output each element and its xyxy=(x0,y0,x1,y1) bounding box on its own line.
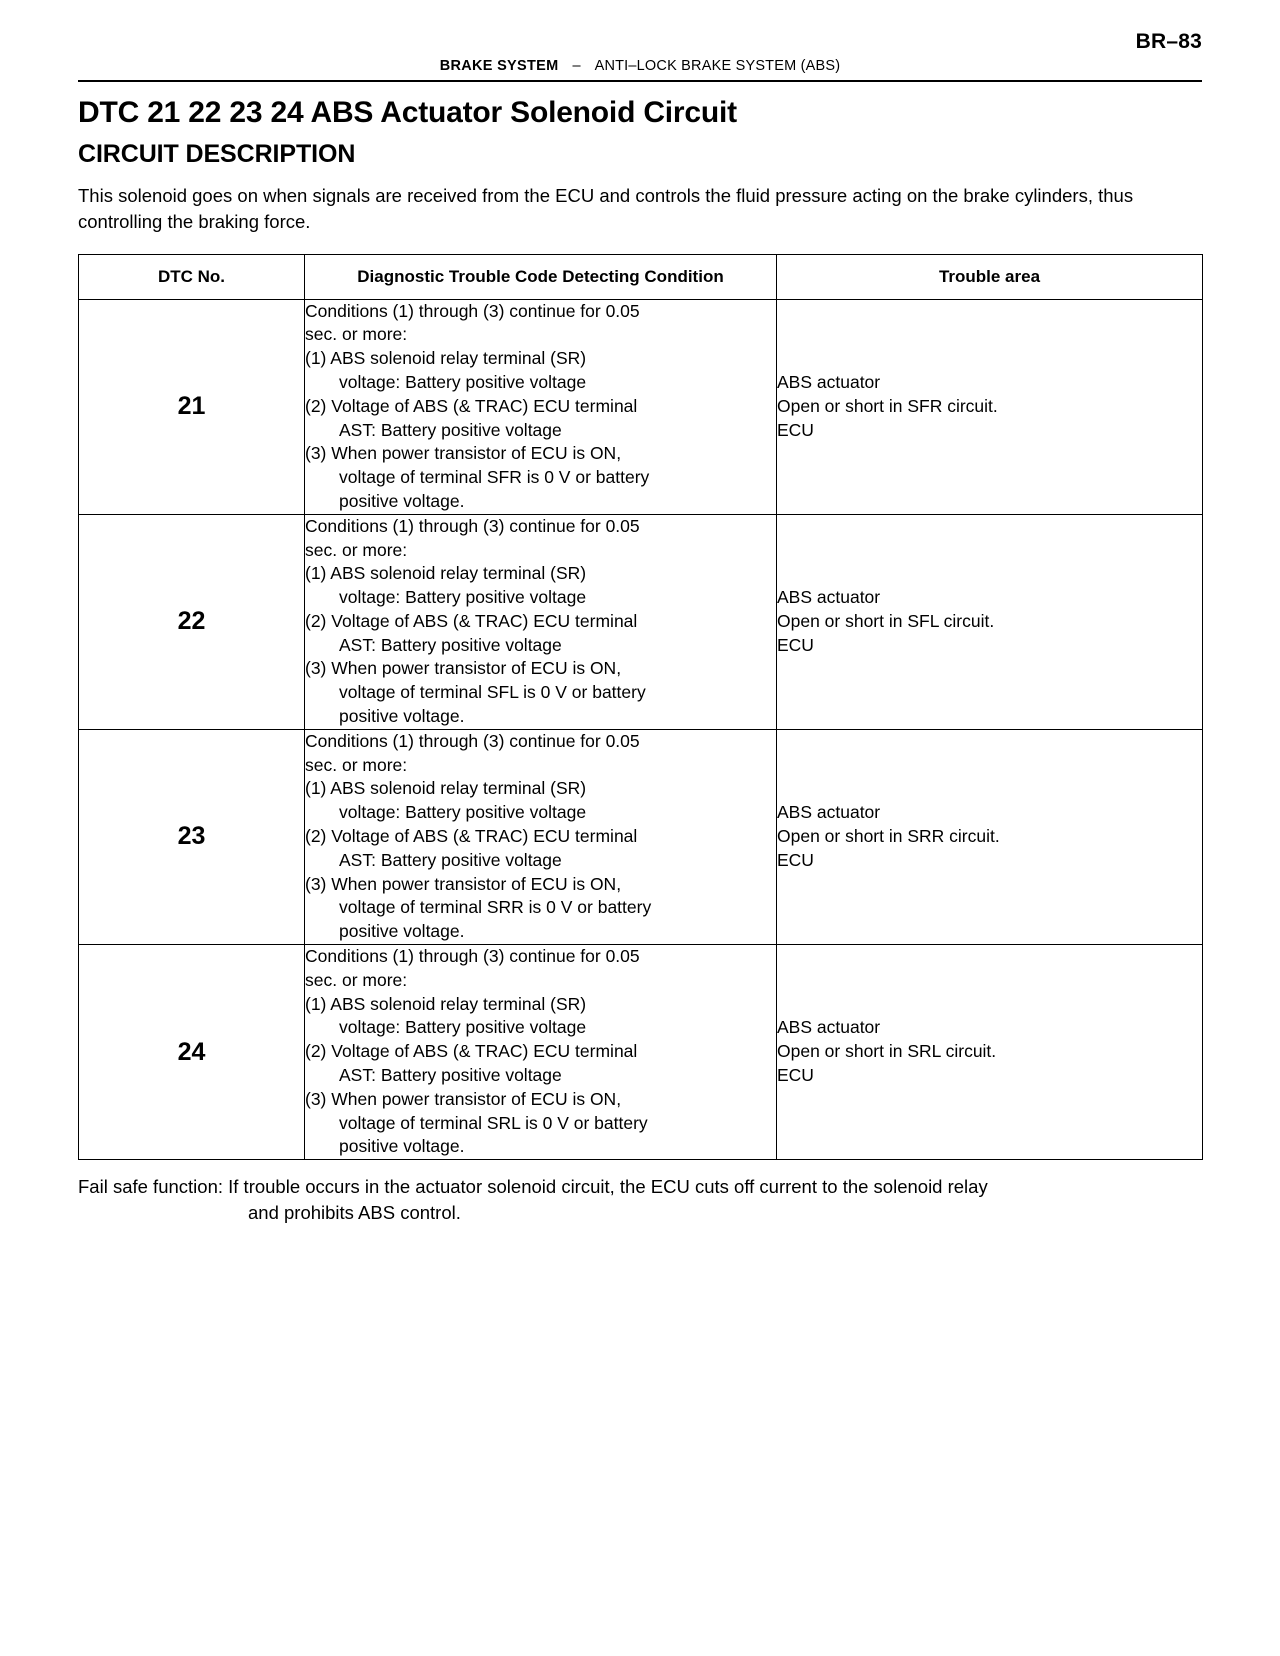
section-title: CIRCUIT DESCRIPTION xyxy=(78,140,356,168)
trouble-line: Open or short in SFL circuit. xyxy=(777,610,995,631)
condition-line: (2) Voltage of ABS (& TRAC) ECU terminal xyxy=(305,826,638,847)
column-header-condition: Diagnostic Trouble Code Detecting Condition xyxy=(305,254,777,299)
condition-line: (1) ABS solenoid relay terminal (SR) xyxy=(305,348,587,369)
condition-line: positive voltage. xyxy=(339,706,465,727)
condition-line: voltage: Battery positive voltage xyxy=(339,371,587,392)
trouble-area xyxy=(777,729,1203,944)
column-header-trouble-area: Trouble area xyxy=(777,254,1203,299)
trouble-line: Open or short in SFR circuit. xyxy=(777,395,998,416)
condition-line: (3) When power transistor of ECU is ON, xyxy=(305,658,622,679)
detecting-condition xyxy=(305,299,777,514)
table-row xyxy=(79,729,1203,944)
header-divider xyxy=(78,80,1202,82)
table-header-row xyxy=(79,254,1203,299)
condition-line: sec. or more: xyxy=(305,754,408,775)
page-title: DTC 21 22 23 24 ABS Actuator Solenoid Circuit xyxy=(78,96,737,129)
condition-line: positive voltage. xyxy=(339,490,465,511)
fail-safe-note xyxy=(78,1174,1202,1227)
column-header-dtc-no: DTC No. xyxy=(79,254,305,299)
detecting-condition xyxy=(305,729,777,944)
dtc-table xyxy=(78,254,1203,1161)
table-row xyxy=(79,299,1203,514)
trouble-line: ECU xyxy=(777,634,814,655)
table-row xyxy=(79,514,1203,729)
trouble-line: ECU xyxy=(777,1065,814,1086)
condition-line: voltage: Battery positive voltage xyxy=(339,587,587,608)
condition-line: voltage of terminal SRL is 0 V or battery xyxy=(339,1112,648,1133)
trouble-line: ECU xyxy=(777,849,814,870)
detecting-condition xyxy=(305,945,777,1160)
condition-line: Conditions (1) through (3) continue for 0.05 xyxy=(305,730,640,751)
condition-line: sec. or more: xyxy=(305,324,408,345)
condition-line: voltage of terminal SFL is 0 V or battery xyxy=(339,682,646,703)
condition-line: AST: Battery positive voltage xyxy=(339,1065,562,1086)
dtc-number: 24 xyxy=(79,945,305,1160)
page-number: BR–83 xyxy=(1135,30,1202,53)
condition-line: AST: Battery positive voltage xyxy=(339,849,562,870)
condition-line: (3) When power transistor of ECU is ON, xyxy=(305,443,622,464)
trouble-area xyxy=(777,945,1203,1160)
trouble-line: ABS actuator xyxy=(777,802,881,823)
trouble-line: ECU xyxy=(777,419,814,440)
fail-safe-line-2: and prohibits ABS control. xyxy=(248,1202,461,1224)
condition-line: sec. or more: xyxy=(305,539,408,560)
condition-line: voltage of terminal SFR is 0 V or battery xyxy=(339,467,650,488)
condition-line: sec. or more: xyxy=(305,969,408,990)
header-system: BRAKE SYSTEM xyxy=(439,58,559,74)
condition-line: AST: Battery positive voltage xyxy=(339,634,562,655)
condition-line: (1) ABS solenoid relay terminal (SR) xyxy=(305,778,587,799)
trouble-line: ABS actuator xyxy=(777,587,881,608)
condition-line: Conditions (1) through (3) continue for 0.05 xyxy=(305,946,640,967)
fail-safe-line-1: Fail safe function: If trouble occurs in the actuator solenoid circuit, the ECU cuts off current to the solenoid relay xyxy=(78,1176,988,1198)
running-header xyxy=(78,58,1202,80)
circuit-description-text: This solenoid goes on when signals are received from the ECU and controls the fluid pressure acting on the brake cylinders, thus controlling the braking force. xyxy=(78,185,1134,233)
condition-line: voltage: Battery positive voltage xyxy=(339,1017,587,1038)
detecting-condition xyxy=(305,514,777,729)
condition-line: (2) Voltage of ABS (& TRAC) ECU terminal xyxy=(305,1041,638,1062)
condition-line: Conditions (1) through (3) continue for 0.05 xyxy=(305,300,640,321)
condition-line: AST: Battery positive voltage xyxy=(339,419,562,440)
condition-line: voltage of terminal SRR is 0 V or battery xyxy=(339,897,652,918)
condition-line: voltage: Battery positive voltage xyxy=(339,802,587,823)
dtc-number: 22 xyxy=(79,514,305,729)
trouble-line: Open or short in SRR circuit. xyxy=(777,826,1000,847)
header-subsystem: ANTI–LOCK BRAKE SYSTEM (ABS) xyxy=(594,58,841,74)
condition-line: positive voltage. xyxy=(339,1136,465,1157)
condition-line: (1) ABS solenoid relay terminal (SR) xyxy=(305,993,587,1014)
table-row xyxy=(79,945,1203,1160)
condition-line: positive voltage. xyxy=(339,921,465,942)
condition-line: (3) When power transistor of ECU is ON, xyxy=(305,1088,622,1109)
condition-line: (2) Voltage of ABS (& TRAC) ECU terminal xyxy=(305,610,638,631)
condition-line: Conditions (1) through (3) continue for 0.05 xyxy=(305,515,640,536)
dtc-number: 23 xyxy=(79,729,305,944)
trouble-line: Open or short in SRL circuit. xyxy=(777,1041,997,1062)
trouble-area xyxy=(777,514,1203,729)
condition-line: (3) When power transistor of ECU is ON, xyxy=(305,873,622,894)
dtc-number: 21 xyxy=(79,299,305,514)
condition-line: (1) ABS solenoid relay terminal (SR) xyxy=(305,563,587,584)
trouble-area xyxy=(777,299,1203,514)
trouble-line: ABS actuator xyxy=(777,371,881,392)
condition-line: (2) Voltage of ABS (& TRAC) ECU terminal xyxy=(305,395,638,416)
header-dash: – xyxy=(572,58,581,74)
trouble-line: ABS actuator xyxy=(777,1017,881,1038)
